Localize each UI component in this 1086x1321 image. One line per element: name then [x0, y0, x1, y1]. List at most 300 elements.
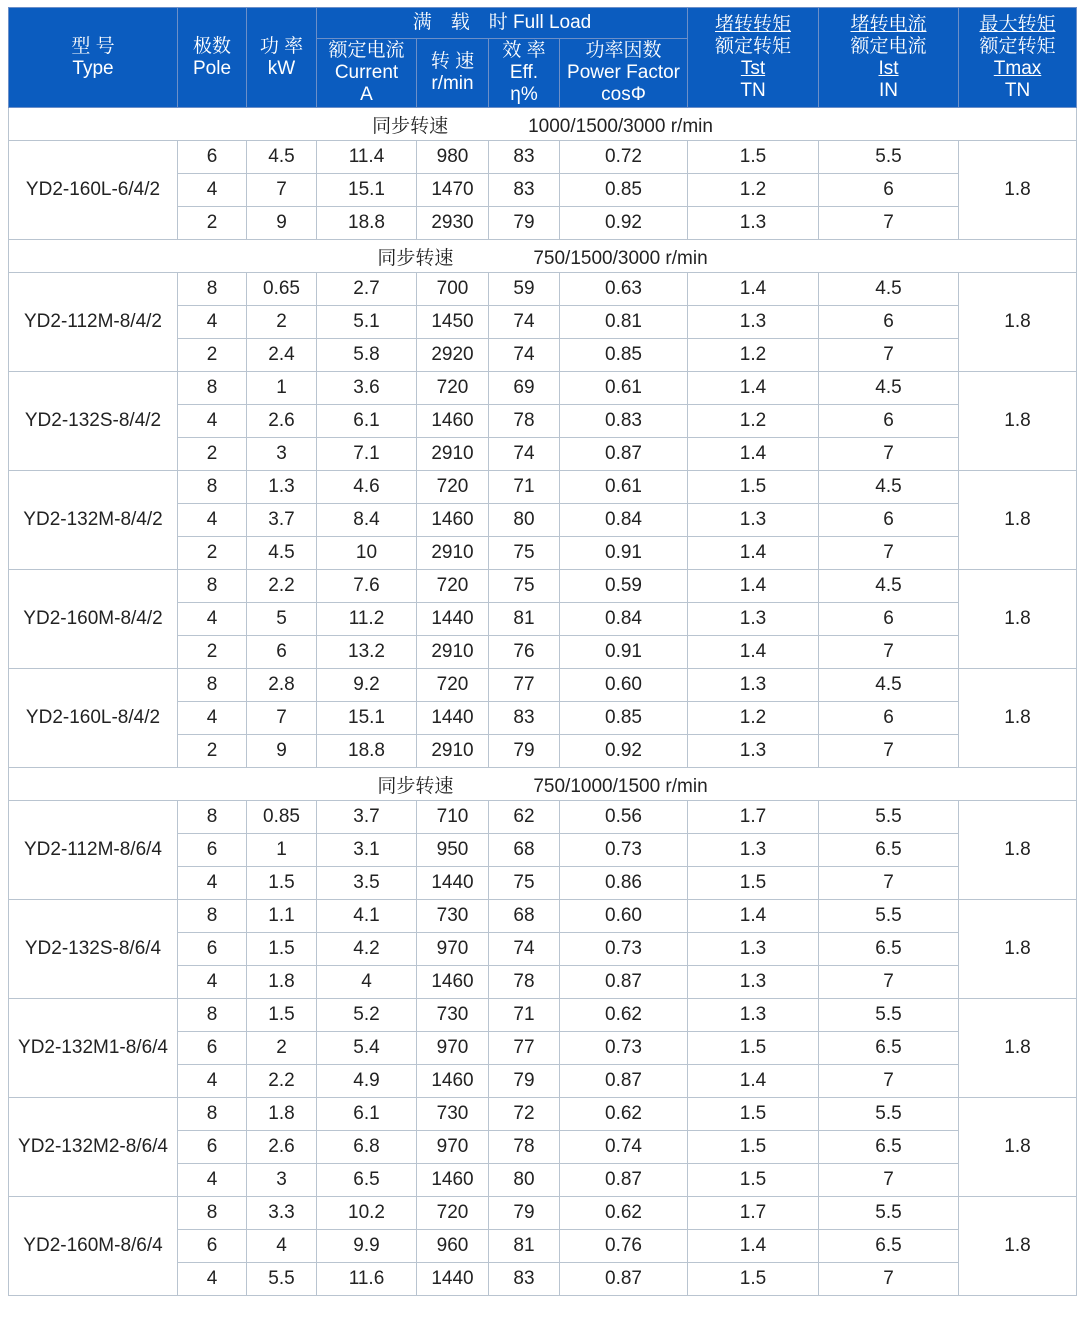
- power-kw-cell: 4: [247, 1230, 317, 1263]
- power-kw-cell: 2.2: [247, 1065, 317, 1098]
- tmax-ratio-cell: 1.8: [959, 669, 1077, 768]
- current-cell: 11.2: [317, 603, 417, 636]
- ist-ratio-cell: 7: [819, 339, 959, 372]
- speed-cell: 720: [417, 669, 489, 702]
- power-factor-cell: 0.60: [560, 669, 688, 702]
- current-cell: 15.1: [317, 702, 417, 735]
- pole-cell: 8: [178, 570, 247, 603]
- power-factor-cell: 0.61: [560, 372, 688, 405]
- ist-ratio-cell: 7: [819, 1065, 959, 1098]
- current-cell: 18.8: [317, 735, 417, 768]
- speed-cell: 1460: [417, 1065, 489, 1098]
- efficiency-cell: 77: [489, 1032, 560, 1065]
- speed-cell: 960: [417, 1230, 489, 1263]
- current-cell: 18.8: [317, 207, 417, 240]
- power-kw-cell: 2.4: [247, 339, 317, 372]
- power-factor-cell: 0.83: [560, 405, 688, 438]
- power-kw-cell: 3.3: [247, 1197, 317, 1230]
- power-factor-cell: 0.86: [560, 867, 688, 900]
- tst-ratio-cell: 1.3: [688, 504, 819, 537]
- col-type: 型 号 Type: [9, 8, 178, 108]
- current-cell: 5.4: [317, 1032, 417, 1065]
- pole-cell: 8: [178, 471, 247, 504]
- pole-cell: 6: [178, 933, 247, 966]
- efficiency-cell: 78: [489, 405, 560, 438]
- power-factor-cell: 0.56: [560, 801, 688, 834]
- tst-ratio-cell: 1.5: [688, 867, 819, 900]
- current-cell: 3.7: [317, 801, 417, 834]
- efficiency-cell: 68: [489, 900, 560, 933]
- tst-ratio-cell: 1.3: [688, 834, 819, 867]
- power-factor-cell: 0.73: [560, 933, 688, 966]
- efficiency-cell: 72: [489, 1098, 560, 1131]
- tst-ratio-cell: 1.2: [688, 339, 819, 372]
- ist-ratio-cell: 7: [819, 207, 959, 240]
- pole-cell: 2: [178, 339, 247, 372]
- efficiency-cell: 83: [489, 141, 560, 174]
- pole-cell: 4: [178, 174, 247, 207]
- power-factor-cell: 0.76: [560, 1230, 688, 1263]
- ist-ratio-cell: 4.5: [819, 471, 959, 504]
- power-factor-cell: 0.61: [560, 471, 688, 504]
- tst-ratio-cell: 1.7: [688, 801, 819, 834]
- power-kw-cell: 9: [247, 207, 317, 240]
- current-cell: 3.6: [317, 372, 417, 405]
- section-row: [9, 108, 1077, 141]
- pole-cell: 8: [178, 273, 247, 306]
- tmax-ratio-cell: 1.8: [959, 1098, 1077, 1197]
- power-factor-cell: 0.73: [560, 834, 688, 867]
- efficiency-cell: 83: [489, 174, 560, 207]
- efficiency-cell: 81: [489, 1230, 560, 1263]
- tst-ratio-cell: 1.5: [688, 141, 819, 174]
- power-kw-cell: 3: [247, 1164, 317, 1197]
- current-cell: 10: [317, 537, 417, 570]
- power-kw-cell: 1: [247, 372, 317, 405]
- motor-spec-table: [8, 7, 1077, 1296]
- speed-cell: 2930: [417, 207, 489, 240]
- ist-ratio-cell: 7: [819, 867, 959, 900]
- ist-ratio-cell: 6: [819, 174, 959, 207]
- ist-ratio-cell: 6: [819, 306, 959, 339]
- speed-cell: 950: [417, 834, 489, 867]
- table-row: [9, 471, 1077, 504]
- pole-cell: 8: [178, 669, 247, 702]
- model-cell: YD2-160M-8/4/2: [9, 570, 178, 669]
- power-kw-cell: 1.8: [247, 966, 317, 999]
- ist-ratio-cell: 6.5: [819, 834, 959, 867]
- tst-ratio-cell: 1.3: [688, 933, 819, 966]
- tmax-ratio-cell: 1.8: [959, 801, 1077, 900]
- tst-ratio-cell: 1.3: [688, 207, 819, 240]
- tst-ratio-cell: 1.5: [688, 1098, 819, 1131]
- power-factor-cell: 0.74: [560, 1131, 688, 1164]
- power-kw-cell: 9: [247, 735, 317, 768]
- efficiency-cell: 79: [489, 735, 560, 768]
- efficiency-cell: 78: [489, 966, 560, 999]
- ist-ratio-cell: 7: [819, 438, 959, 471]
- tst-ratio-cell: 1.5: [688, 1164, 819, 1197]
- power-kw-cell: 5.5: [247, 1263, 317, 1296]
- power-kw-cell: 2.2: [247, 570, 317, 603]
- tst-ratio-cell: 1.3: [688, 669, 819, 702]
- efficiency-cell: 81: [489, 603, 560, 636]
- pole-cell: 4: [178, 1065, 247, 1098]
- pole-cell: 4: [178, 1164, 247, 1197]
- section-header: [9, 108, 1077, 141]
- speed-cell: 730: [417, 1098, 489, 1131]
- efficiency-cell: 83: [489, 1263, 560, 1296]
- efficiency-cell: 79: [489, 207, 560, 240]
- col-tst: 堵转转矩 额定转矩 Tst TN: [688, 8, 819, 108]
- tmax-ratio-cell: 1.8: [959, 1197, 1077, 1296]
- speed-cell: 2910: [417, 537, 489, 570]
- col-pole: 极数 Pole: [178, 8, 247, 108]
- speed-cell: 1440: [417, 867, 489, 900]
- power-factor-cell: 0.62: [560, 1098, 688, 1131]
- current-cell: 6.8: [317, 1131, 417, 1164]
- current-cell: 3.1: [317, 834, 417, 867]
- ist-ratio-cell: 4.5: [819, 669, 959, 702]
- speed-cell: 1470: [417, 174, 489, 207]
- speed-cell: 1440: [417, 1263, 489, 1296]
- power-kw-cell: 7: [247, 702, 317, 735]
- current-cell: 13.2: [317, 636, 417, 669]
- tst-ratio-cell: 1.4: [688, 900, 819, 933]
- pole-cell: 4: [178, 702, 247, 735]
- ist-ratio-cell: 4.5: [819, 273, 959, 306]
- tst-ratio-cell: 1.4: [688, 372, 819, 405]
- tst-ratio-cell: 1.4: [688, 570, 819, 603]
- speed-cell: 2910: [417, 636, 489, 669]
- efficiency-cell: 62: [489, 801, 560, 834]
- efficiency-cell: 74: [489, 933, 560, 966]
- model-cell: YD2-132S-8/6/4: [9, 900, 178, 999]
- efficiency-cell: 83: [489, 702, 560, 735]
- power-kw-cell: 2.6: [247, 405, 317, 438]
- pole-cell: 4: [178, 966, 247, 999]
- model-cell: YD2-160M-8/6/4: [9, 1197, 178, 1296]
- tst-ratio-cell: 1.2: [688, 174, 819, 207]
- current-cell: 4: [317, 966, 417, 999]
- power-factor-cell: 0.81: [560, 306, 688, 339]
- ist-ratio-cell: 4.5: [819, 570, 959, 603]
- speed-cell: 720: [417, 372, 489, 405]
- speed-cell: 720: [417, 1197, 489, 1230]
- section-speeds: 1000/1500/3000 r/min: [528, 115, 713, 137]
- power-kw-cell: 0.85: [247, 801, 317, 834]
- ist-ratio-cell: 7: [819, 1164, 959, 1197]
- speed-cell: 730: [417, 999, 489, 1032]
- ist-ratio-cell: 7: [819, 636, 959, 669]
- speed-cell: 2920: [417, 339, 489, 372]
- ist-ratio-cell: 6: [819, 603, 959, 636]
- ist-ratio-cell: 7: [819, 735, 959, 768]
- power-kw-cell: 2.8: [247, 669, 317, 702]
- efficiency-cell: 71: [489, 999, 560, 1032]
- efficiency-cell: 77: [489, 669, 560, 702]
- pole-cell: 8: [178, 900, 247, 933]
- pole-cell: 4: [178, 504, 247, 537]
- col-power-factor: 功率因数 Power Factor cosΦ: [560, 39, 688, 108]
- efficiency-cell: 80: [489, 1164, 560, 1197]
- section-label: 同步转速: [372, 115, 449, 137]
- table-row: [9, 999, 1077, 1032]
- section-header: [9, 240, 1077, 273]
- tst-ratio-cell: 1.4: [688, 1230, 819, 1263]
- model-cell: YD2-160L-6/4/2: [9, 141, 178, 240]
- current-cell: 6.1: [317, 405, 417, 438]
- table-row: [9, 273, 1077, 306]
- table-row: [9, 1197, 1077, 1230]
- col-kw: 功 率 kW: [247, 8, 317, 108]
- power-kw-cell: 0.65: [247, 273, 317, 306]
- table-row: [9, 141, 1077, 174]
- ist-ratio-cell: 6.5: [819, 1032, 959, 1065]
- col-eff: 效 率 Eff. η%: [489, 39, 560, 108]
- power-factor-cell: 0.92: [560, 207, 688, 240]
- table-row: [9, 570, 1077, 603]
- power-factor-cell: 0.84: [560, 504, 688, 537]
- power-factor-cell: 0.85: [560, 174, 688, 207]
- pole-cell: 6: [178, 1131, 247, 1164]
- speed-cell: 970: [417, 1032, 489, 1065]
- tst-ratio-cell: 1.5: [688, 471, 819, 504]
- current-cell: 4.9: [317, 1065, 417, 1098]
- speed-cell: 710: [417, 801, 489, 834]
- tst-ratio-cell: 1.2: [688, 405, 819, 438]
- efficiency-cell: 59: [489, 273, 560, 306]
- power-kw-cell: 1.8: [247, 1098, 317, 1131]
- power-kw-cell: 2: [247, 1032, 317, 1065]
- efficiency-cell: 69: [489, 372, 560, 405]
- speed-cell: 720: [417, 570, 489, 603]
- power-factor-cell: 0.62: [560, 999, 688, 1032]
- efficiency-cell: 71: [489, 471, 560, 504]
- current-cell: 9.2: [317, 669, 417, 702]
- efficiency-cell: 74: [489, 438, 560, 471]
- pole-cell: 6: [178, 834, 247, 867]
- ist-ratio-cell: 4.5: [819, 372, 959, 405]
- speed-cell: 730: [417, 900, 489, 933]
- speed-cell: 970: [417, 933, 489, 966]
- efficiency-cell: 75: [489, 537, 560, 570]
- speed-cell: 1460: [417, 1164, 489, 1197]
- model-cell: YD2-160L-8/4/2: [9, 669, 178, 768]
- pole-cell: 2: [178, 438, 247, 471]
- pole-cell: 4: [178, 405, 247, 438]
- pole-cell: 6: [178, 1230, 247, 1263]
- tst-ratio-cell: 1.4: [688, 438, 819, 471]
- efficiency-cell: 68: [489, 834, 560, 867]
- ist-ratio-cell: 6.5: [819, 1230, 959, 1263]
- ist-ratio-cell: 6.5: [819, 933, 959, 966]
- tmax-ratio-cell: 1.8: [959, 900, 1077, 999]
- ist-ratio-cell: 7: [819, 966, 959, 999]
- table-row: [9, 900, 1077, 933]
- power-kw-cell: 3: [247, 438, 317, 471]
- pole-cell: 8: [178, 999, 247, 1032]
- ist-ratio-cell: 6: [819, 504, 959, 537]
- power-factor-cell: 0.87: [560, 1263, 688, 1296]
- power-factor-cell: 0.87: [560, 1065, 688, 1098]
- power-factor-cell: 0.87: [560, 1164, 688, 1197]
- col-ist: 堵转电流 额定电流 Ist IN: [819, 8, 959, 108]
- col-full-load: 满 载 时 Full Load: [317, 8, 688, 39]
- current-cell: 11.6: [317, 1263, 417, 1296]
- current-cell: 7.6: [317, 570, 417, 603]
- table-row: [9, 801, 1077, 834]
- current-cell: 6.1: [317, 1098, 417, 1131]
- efficiency-cell: 79: [489, 1197, 560, 1230]
- current-cell: 4.1: [317, 900, 417, 933]
- tst-ratio-cell: 1.4: [688, 1065, 819, 1098]
- power-factor-cell: 0.73: [560, 1032, 688, 1065]
- pole-cell: 8: [178, 801, 247, 834]
- tst-ratio-cell: 1.3: [688, 999, 819, 1032]
- ist-ratio-cell: 5.5: [819, 900, 959, 933]
- speed-cell: 2910: [417, 735, 489, 768]
- tst-ratio-cell: 1.4: [688, 273, 819, 306]
- tst-ratio-cell: 1.3: [688, 306, 819, 339]
- power-factor-cell: 0.91: [560, 537, 688, 570]
- pole-cell: 4: [178, 603, 247, 636]
- ist-ratio-cell: 6: [819, 702, 959, 735]
- speed-cell: 980: [417, 141, 489, 174]
- ist-ratio-cell: 7: [819, 1263, 959, 1296]
- power-factor-cell: 0.85: [560, 339, 688, 372]
- efficiency-cell: 74: [489, 306, 560, 339]
- ist-ratio-cell: 5.5: [819, 801, 959, 834]
- current-cell: 15.1: [317, 174, 417, 207]
- current-cell: 5.8: [317, 339, 417, 372]
- ist-ratio-cell: 5.5: [819, 141, 959, 174]
- power-factor-cell: 0.91: [560, 636, 688, 669]
- power-factor-cell: 0.85: [560, 702, 688, 735]
- model-cell: YD2-112M-8/4/2: [9, 273, 178, 372]
- ist-ratio-cell: 5.5: [819, 999, 959, 1032]
- power-kw-cell: 5: [247, 603, 317, 636]
- power-kw-cell: 2.6: [247, 1131, 317, 1164]
- section-speeds: 750/1500/3000 r/min: [533, 247, 708, 269]
- power-kw-cell: 1.1: [247, 900, 317, 933]
- speed-cell: 1440: [417, 702, 489, 735]
- current-cell: 9.9: [317, 1230, 417, 1263]
- pole-cell: 8: [178, 1098, 247, 1131]
- pole-cell: 4: [178, 867, 247, 900]
- power-kw-cell: 6: [247, 636, 317, 669]
- current-cell: 2.7: [317, 273, 417, 306]
- efficiency-cell: 78: [489, 1131, 560, 1164]
- power-kw-cell: 1.5: [247, 867, 317, 900]
- efficiency-cell: 80: [489, 504, 560, 537]
- tst-ratio-cell: 1.5: [688, 1032, 819, 1065]
- tst-ratio-cell: 1.7: [688, 1197, 819, 1230]
- power-kw-cell: 7: [247, 174, 317, 207]
- current-cell: 4.2: [317, 933, 417, 966]
- speed-cell: 1440: [417, 603, 489, 636]
- pole-cell: 8: [178, 372, 247, 405]
- col-tmax: 最大转矩 额定转矩 Tmax TN: [959, 8, 1077, 108]
- speed-cell: 720: [417, 471, 489, 504]
- current-cell: 11.4: [317, 141, 417, 174]
- tst-ratio-cell: 1.4: [688, 636, 819, 669]
- ist-ratio-cell: 7: [819, 537, 959, 570]
- efficiency-cell: 76: [489, 636, 560, 669]
- pole-cell: 4: [178, 1263, 247, 1296]
- power-factor-cell: 0.72: [560, 141, 688, 174]
- ist-ratio-cell: 5.5: [819, 1098, 959, 1131]
- pole-cell: 8: [178, 1197, 247, 1230]
- power-factor-cell: 0.87: [560, 438, 688, 471]
- power-factor-cell: 0.59: [560, 570, 688, 603]
- power-factor-cell: 0.62: [560, 1197, 688, 1230]
- tmax-ratio-cell: 1.8: [959, 999, 1077, 1098]
- pole-cell: 2: [178, 207, 247, 240]
- tmax-ratio-cell: 1.8: [959, 141, 1077, 240]
- current-cell: 7.1: [317, 438, 417, 471]
- speed-cell: 1450: [417, 306, 489, 339]
- power-factor-cell: 0.60: [560, 900, 688, 933]
- speed-cell: 2910: [417, 438, 489, 471]
- current-cell: 3.5: [317, 867, 417, 900]
- model-cell: YD2-132M1-8/6/4: [9, 999, 178, 1098]
- power-kw-cell: 4.5: [247, 141, 317, 174]
- tst-ratio-cell: 1.3: [688, 735, 819, 768]
- tmax-ratio-cell: 1.8: [959, 273, 1077, 372]
- tst-ratio-cell: 1.2: [688, 702, 819, 735]
- tst-ratio-cell: 1.3: [688, 966, 819, 999]
- table-row: [9, 1098, 1077, 1131]
- speed-cell: 700: [417, 273, 489, 306]
- efficiency-cell: 75: [489, 867, 560, 900]
- tst-ratio-cell: 1.5: [688, 1131, 819, 1164]
- current-cell: 4.6: [317, 471, 417, 504]
- model-cell: YD2-132M2-8/6/4: [9, 1098, 178, 1197]
- power-kw-cell: 1.5: [247, 999, 317, 1032]
- power-kw-cell: 4.5: [247, 537, 317, 570]
- pole-cell: 2: [178, 636, 247, 669]
- table-row: [9, 372, 1077, 405]
- speed-cell: 970: [417, 1131, 489, 1164]
- speed-cell: 1460: [417, 504, 489, 537]
- tmax-ratio-cell: 1.8: [959, 372, 1077, 471]
- ist-ratio-cell: 6: [819, 405, 959, 438]
- pole-cell: 2: [178, 735, 247, 768]
- power-kw-cell: 2: [247, 306, 317, 339]
- power-kw-cell: 1.5: [247, 933, 317, 966]
- section-row: [9, 240, 1077, 273]
- tst-ratio-cell: 1.4: [688, 537, 819, 570]
- current-cell: 8.4: [317, 504, 417, 537]
- current-cell: 5.2: [317, 999, 417, 1032]
- current-cell: 6.5: [317, 1164, 417, 1197]
- tmax-ratio-cell: 1.8: [959, 471, 1077, 570]
- model-cell: YD2-132S-8/4/2: [9, 372, 178, 471]
- power-factor-cell: 0.84: [560, 603, 688, 636]
- section-label: 同步转速: [377, 775, 454, 797]
- pole-cell: 2: [178, 537, 247, 570]
- section-header: [9, 768, 1077, 801]
- power-kw-cell: 3.7: [247, 504, 317, 537]
- power-kw-cell: 1.3: [247, 471, 317, 504]
- pole-cell: 6: [178, 141, 247, 174]
- pole-cell: 6: [178, 1032, 247, 1065]
- current-cell: 5.1: [317, 306, 417, 339]
- model-cell: YD2-112M-8/6/4: [9, 801, 178, 900]
- power-factor-cell: 0.92: [560, 735, 688, 768]
- power-factor-cell: 0.63: [560, 273, 688, 306]
